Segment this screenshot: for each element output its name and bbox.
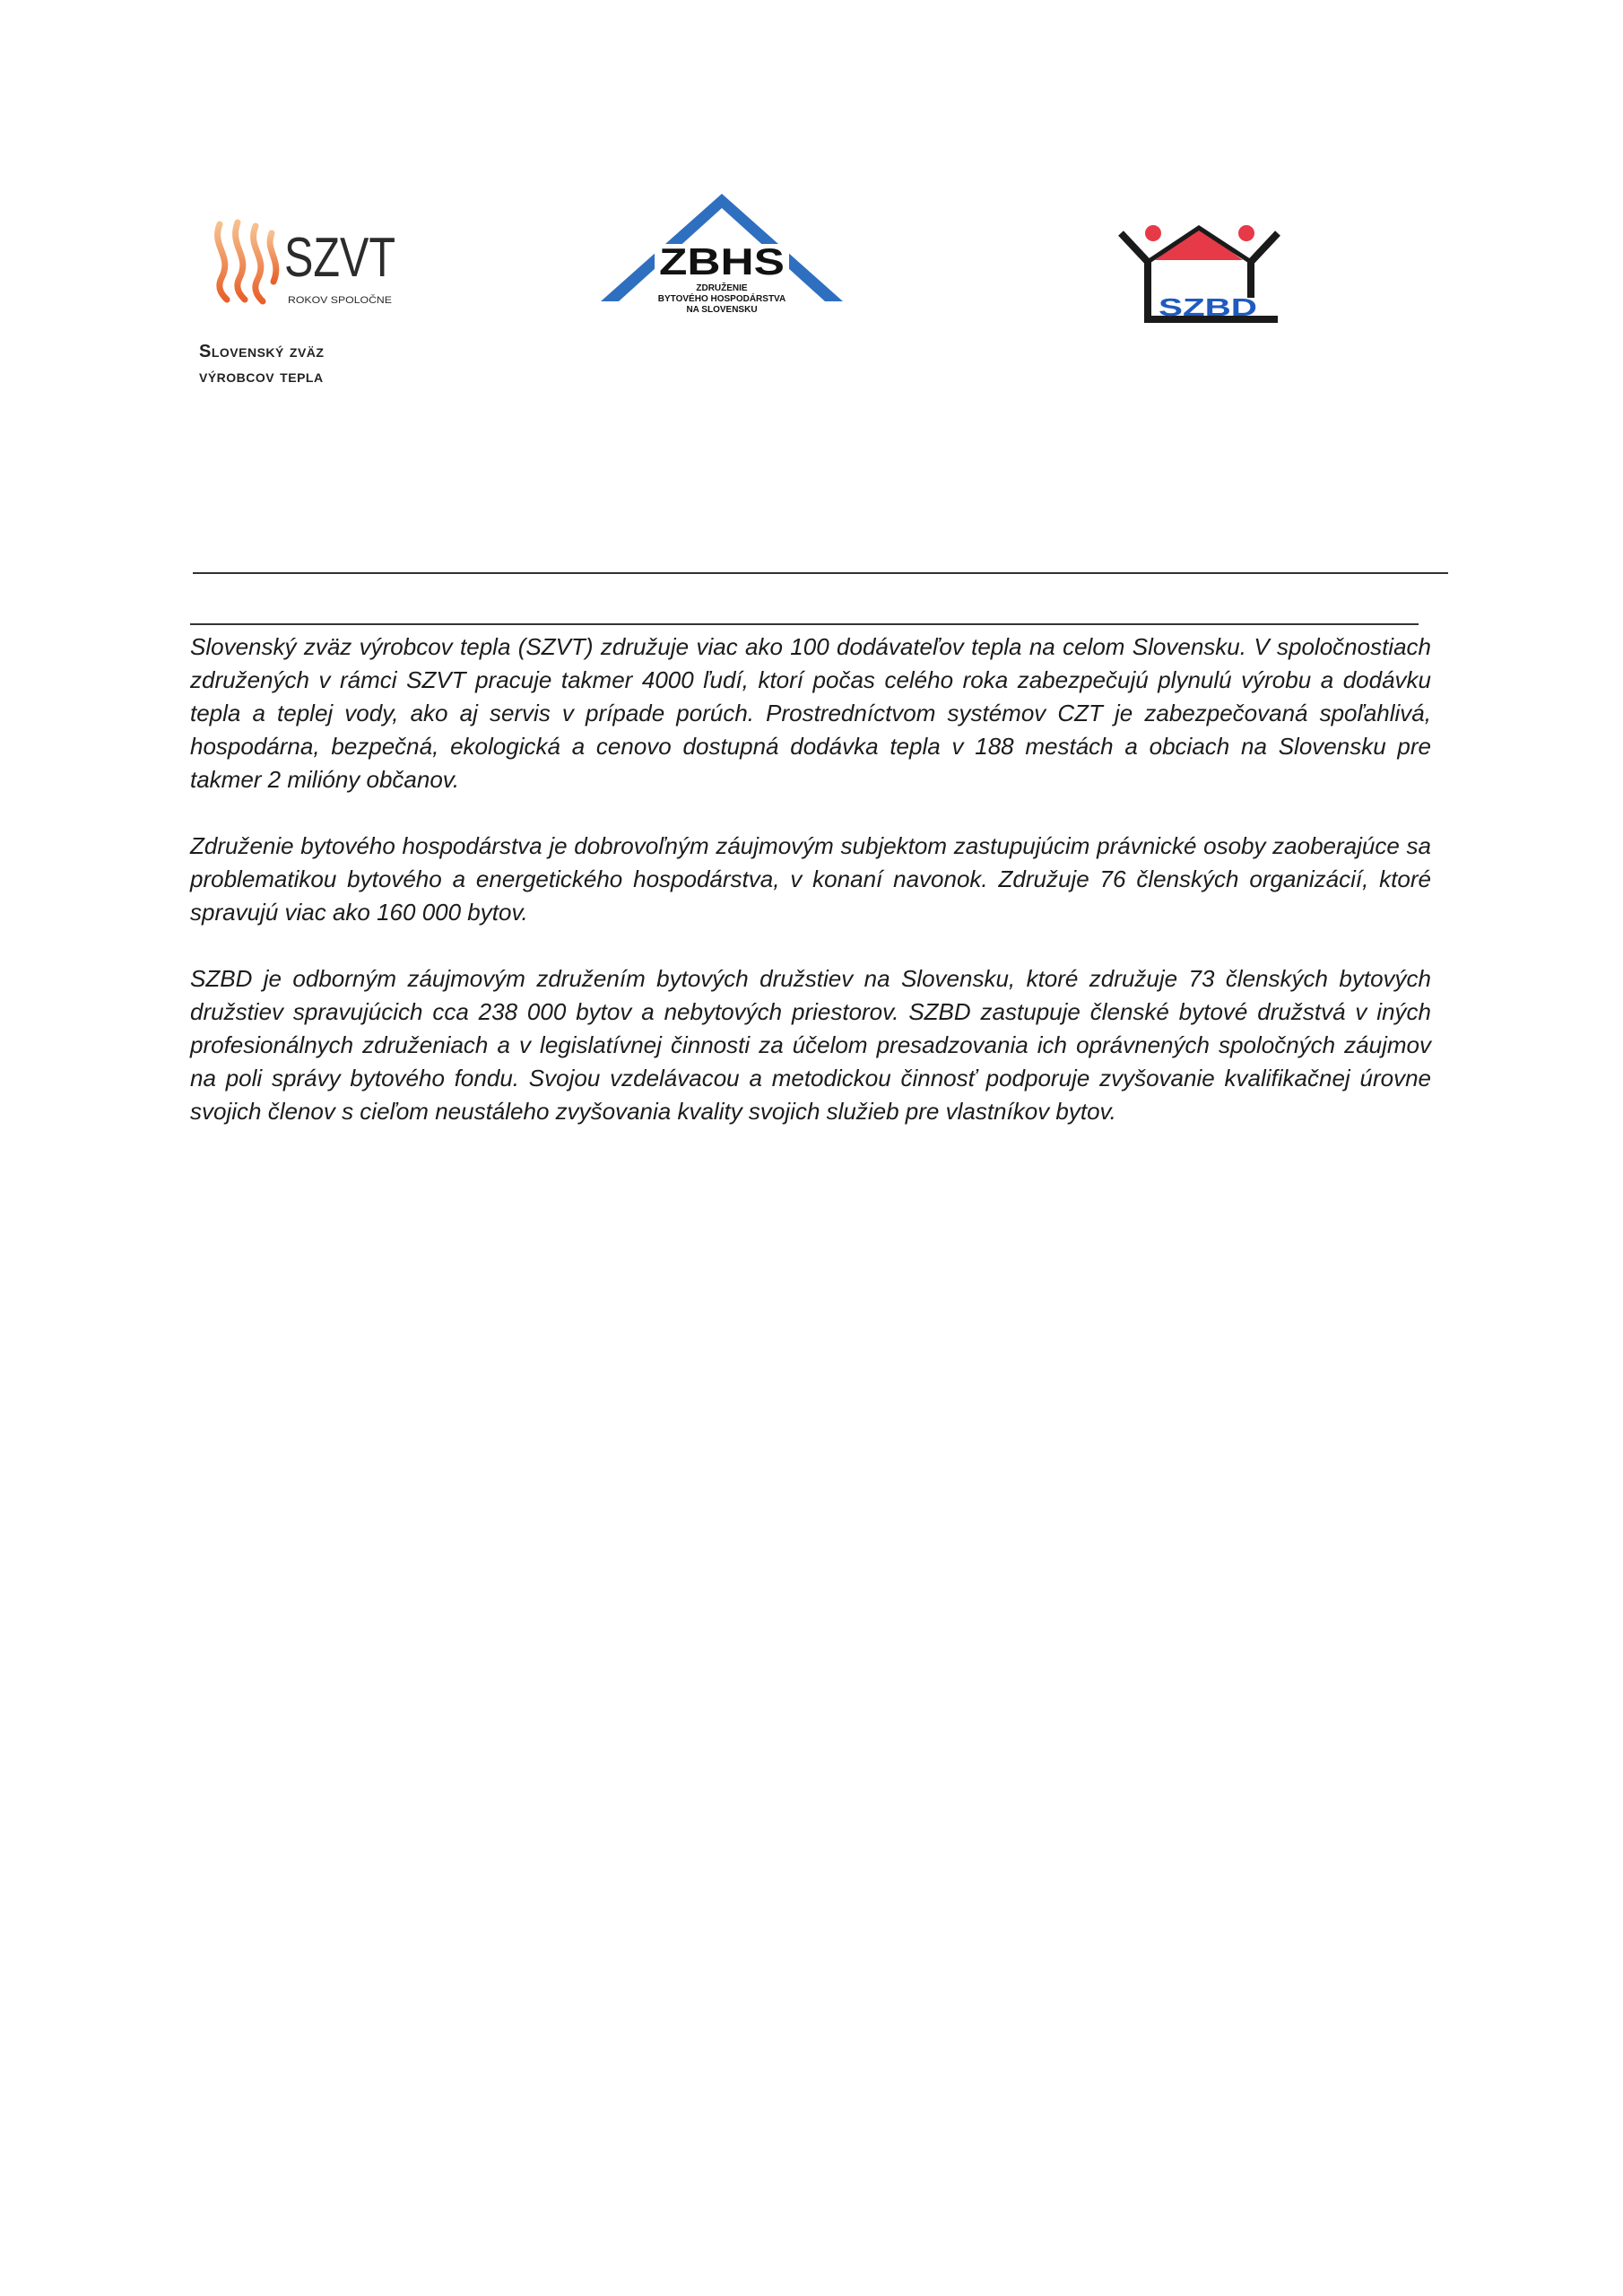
zbhs-subtitle-line1: ZDRUŽENIE bbox=[696, 283, 748, 293]
szbd-logo bbox=[1112, 215, 1287, 327]
zbhs-subtitle-line3: NA SLOVENSKU bbox=[686, 305, 758, 315]
horizontal-rule-top bbox=[193, 572, 1448, 574]
szvt-org-name-line2: výrobcov tepla bbox=[199, 367, 324, 387]
zbhs-wordmark: ZBHS bbox=[659, 240, 785, 283]
szvt-tagline: ROKOV SPOLOČNE bbox=[288, 295, 381, 306]
szbd-wordmark: SZBD bbox=[1159, 293, 1257, 321]
paragraph-szbd: SZBD je odborným záujmovým združením bytových družstiev na Slovensku, ktoré združuje 73 členských bytových družstiev spravujúcich cca 238 000 bytov a nebytových priestorov. SZBD zastupuje členské bytové družstvá v iných profesionálnych združeniach a v legislatívnej činnosti za účelom presadzovania ich oprávnených spoločných záujmov na poli správy bytového fondu. Svojou vzdelávacou a metodickou činnosť podporuje zvyšovanie kvalifikačnej úrovne svojich členov s cieľom neustáleho zvyšovania kvality svojich služieb pre vlastníkov bytov. bbox=[190, 965, 1431, 1125]
zbhs-subtitle-line2: BYTOVÉHO HOSPODÁRSTVA bbox=[657, 294, 786, 304]
paragraph-zbhs: Združenie bytového hospodárstva je dobrovoľným záujmovým subjektom zastupujúcim právnické osoby zaoberajúce sa problematikou bytového a energetického hospodárstva, v konaní navonok. Združuje 76 členských organizácií, ktoré spravujú viac ako 160 000 bytov. bbox=[190, 832, 1431, 926]
zbhs-logo bbox=[601, 190, 843, 325]
szvt-organization-name bbox=[199, 339, 324, 389]
paragraph-szvt: Slovenský zväz výrobcov tepla (SZVT) združuje viac ako 100 dodávateľov tepla na celom Slovensku. V spoločnostiach združených v rámci SZVT pracuje takmer 4000 ľudí, ktorí počas celého roka zabezpečujú plynulú výrobu a dodávku tepla a teplej vody, ako aj servis v prípade porúch. Prostredníctvom systémov CZT je zabezpečovaná spoľahlivá, hospodárna, bezpečná, ekologická a cenovo dostupná dodávka tepla v 188 mestách a obciach na Slovensku pre takmer 2 milióny občanov. bbox=[190, 633, 1431, 793]
body-text bbox=[190, 631, 1431, 1161]
szvt-wordmark: SZVT bbox=[284, 227, 395, 289]
szvt-org-name-line1: Slovenský zväz bbox=[199, 342, 325, 361]
szvt-logo bbox=[211, 206, 399, 314]
flame-icon bbox=[218, 222, 276, 301]
horizontal-rule-bottom bbox=[190, 623, 1419, 625]
